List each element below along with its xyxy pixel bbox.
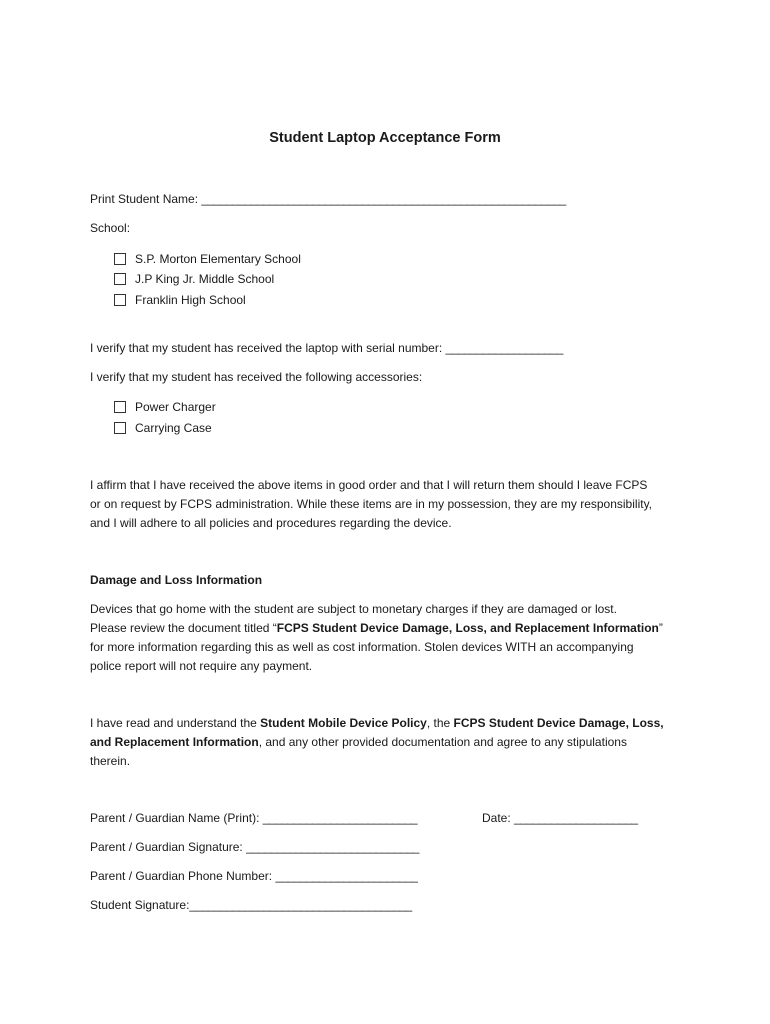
ack-line: therein.	[90, 754, 131, 768]
checkbox[interactable]	[114, 422, 126, 434]
accessory-option-case[interactable]	[114, 420, 212, 436]
affirmation-line: and I will adhere to all policies and procedures regarding the device.	[90, 516, 452, 530]
accessory-option-label: Power Charger	[135, 400, 216, 414]
school-option-high[interactable]	[114, 292, 246, 308]
checkbox[interactable]	[114, 401, 126, 413]
damage-text: ”	[658, 621, 663, 635]
serial-row	[90, 340, 563, 356]
checkbox[interactable]	[114, 273, 126, 285]
parent-signature-row	[90, 839, 419, 855]
checkbox[interactable]	[114, 253, 126, 265]
school-option-middle[interactable]	[114, 271, 274, 287]
damage-line: for more information regarding this as well as cost information. Stolen devices WITH an accompanying	[90, 640, 634, 654]
ack-text: , and any other provided documentation and agree to any stipulations	[258, 735, 627, 749]
school-option-elementary[interactable]	[114, 251, 301, 267]
affirmation-line: I affirm that I have received the above items in good order and that I will return them should I leave FCPS	[90, 478, 648, 492]
parent-name-label: Parent / Guardian Name (Print):	[90, 811, 260, 825]
parent-signature-field[interactable]: ____________________________	[246, 840, 419, 854]
damage-text: Please review the document titled “	[90, 621, 277, 635]
ack-policy-name: Student Mobile Device Policy	[260, 716, 427, 730]
student-name-label: Print Student Name:	[90, 192, 199, 206]
affirmation-paragraph	[90, 476, 690, 533]
date-row	[482, 810, 638, 826]
serial-field[interactable]: ___________________	[445, 341, 563, 355]
student-name-row	[90, 191, 566, 207]
checkbox[interactable]	[114, 294, 126, 306]
student-signature-row	[90, 897, 412, 913]
accessory-option-label: Carrying Case	[135, 421, 212, 435]
school-label: School:	[90, 221, 131, 235]
school-option-label: S.P. Morton Elementary School	[135, 252, 301, 266]
damage-paragraph	[90, 600, 690, 676]
serial-label: I verify that my student has received the laptop with serial number:	[90, 341, 443, 355]
parent-phone-row	[90, 868, 417, 884]
student-name-field[interactable]: ___________________________________________________________	[201, 192, 566, 206]
parent-name-field[interactable]: _________________________	[262, 811, 418, 825]
school-option-label: J.P King Jr. Middle School	[135, 272, 275, 286]
parent-phone-label: Parent / Guardian Phone Number:	[90, 869, 273, 883]
student-signature-field[interactable]: ____________________________________	[189, 898, 412, 912]
school-option-label: Franklin High School	[135, 293, 246, 307]
accessories-label: I verify that my student has received the following accessories:	[90, 370, 423, 384]
parent-phone-field[interactable]: _______________________	[275, 869, 418, 883]
damage-line: Devices that go home with the student are subject to monetary charges if they are damaged or lost.	[90, 602, 617, 616]
date-field[interactable]: ____________________	[514, 811, 638, 825]
student-signature-label: Student Signature:	[90, 898, 190, 912]
damage-line: police report will not require any payment.	[90, 659, 313, 673]
date-label: Date:	[482, 811, 511, 825]
damage-doc-title: FCPS Student Device Damage, Loss, and Replacement Information	[276, 621, 659, 635]
parent-signature-label: Parent / Guardian Signature:	[90, 840, 243, 854]
ack-doc-name: and Replacement Information	[90, 735, 259, 749]
affirmation-line: or on request by FCPS administration. While these items are in my possession, they are my responsibility,	[90, 497, 653, 511]
ack-line	[90, 733, 690, 752]
ack-doc-name: FCPS Student Device Damage, Loss,	[453, 716, 664, 730]
acknowledgement-paragraph	[90, 714, 690, 771]
accessory-option-charger[interactable]	[114, 399, 216, 415]
form-title: Student Laptop Acceptance Form	[269, 130, 501, 146]
ack-text: , the	[426, 716, 454, 730]
damage-line	[90, 619, 690, 638]
damage-heading: Damage and Loss Information	[90, 573, 263, 587]
ack-text: I have read and understand the	[90, 716, 261, 730]
parent-name-row	[90, 810, 417, 826]
ack-line	[90, 714, 690, 733]
